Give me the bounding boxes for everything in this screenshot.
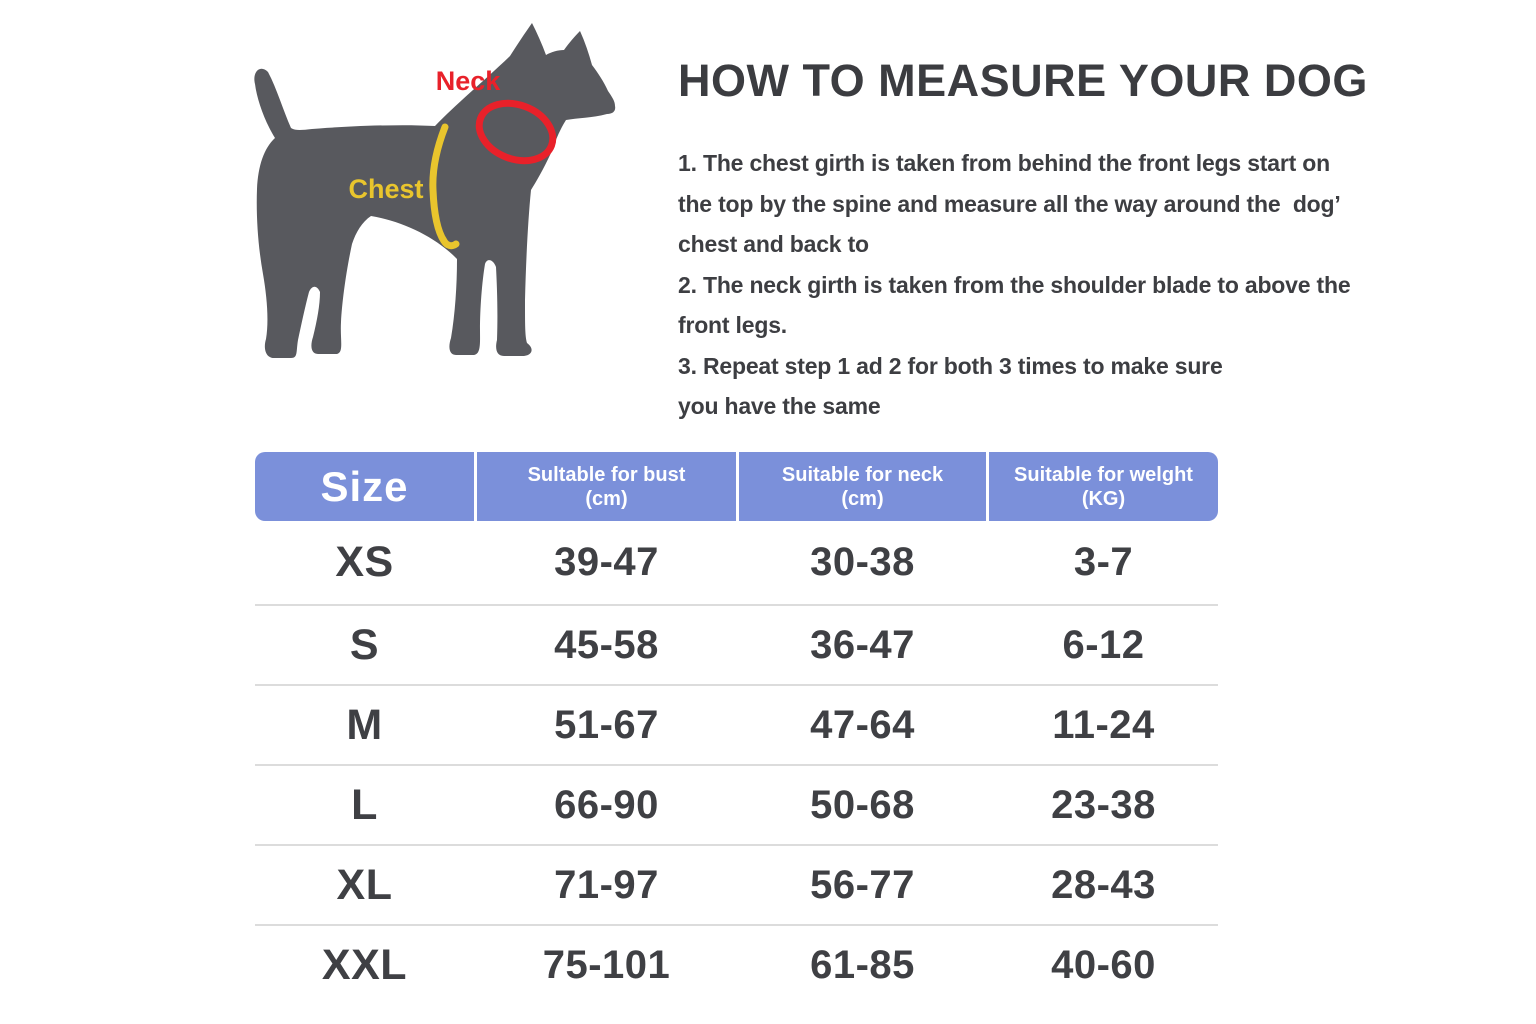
guide-line: the top by the spine and measure all the way around the dog’ bbox=[678, 190, 1341, 217]
guide-line: front legs. bbox=[678, 312, 787, 338]
cell-neck: 30-38 bbox=[810, 540, 915, 584]
header-unit: (cm) bbox=[585, 487, 628, 510]
header-label: Suitable for welght bbox=[1014, 463, 1193, 486]
cell-weight: 6-12 bbox=[1062, 622, 1145, 667]
cell-size: XXL bbox=[321, 940, 408, 989]
cell-bust: 45-58 bbox=[554, 622, 659, 667]
cell-neck: 36-47 bbox=[810, 622, 915, 667]
cell-bust: 71-97 bbox=[554, 862, 659, 907]
size-table-body bbox=[255, 521, 1218, 1004]
guide-line: 2. The neck girth is taken from the shoulder blade to above the bbox=[678, 271, 1351, 298]
cell-neck: 50-68 bbox=[810, 782, 915, 827]
header-cell-bust bbox=[477, 452, 736, 521]
cell-weight: 40-60 bbox=[1051, 942, 1156, 987]
guide-line: you have the same bbox=[678, 393, 881, 419]
cell-bust: 51-67 bbox=[554, 702, 659, 747]
header-cell-size bbox=[255, 452, 474, 521]
cell-neck: 47-64 bbox=[810, 702, 915, 747]
table-row-xxl bbox=[255, 924, 1218, 1004]
cell-neck: 56-77 bbox=[810, 862, 915, 907]
cell-bust: 66-90 bbox=[554, 782, 659, 827]
cell-bust: 39-47 bbox=[554, 540, 659, 584]
table-row-xs bbox=[255, 521, 1218, 604]
cell-size: L bbox=[351, 780, 378, 829]
header-unit: (cm) bbox=[841, 487, 884, 510]
header-label: Size bbox=[320, 462, 409, 510]
cell-size: XS bbox=[335, 538, 394, 586]
cell-size: M bbox=[346, 700, 383, 749]
header-label: Suitable for neck bbox=[781, 463, 944, 486]
neck-label: Neck bbox=[435, 66, 501, 96]
guide-instructions bbox=[678, 143, 1350, 427]
cell-bust: 75-101 bbox=[542, 942, 671, 987]
cell-neck: 61-85 bbox=[810, 942, 915, 987]
cell-weight: 11-24 bbox=[1052, 702, 1155, 747]
cell-size: XL bbox=[336, 860, 393, 909]
dog-diagram-svg bbox=[230, 10, 650, 390]
table-row-s bbox=[255, 604, 1218, 684]
measure-guide bbox=[678, 55, 1368, 427]
size-table-header bbox=[255, 452, 1218, 521]
cell-weight: 23-38 bbox=[1051, 782, 1156, 827]
header-unit: (KG) bbox=[1081, 487, 1126, 510]
chest-label: Chest bbox=[348, 174, 424, 204]
header-cell-weight bbox=[989, 452, 1218, 521]
table-row-m bbox=[255, 684, 1218, 764]
cell-weight: 28-43 bbox=[1051, 862, 1156, 907]
guide-line: 1. The chest girth is taken from behind the front legs start on bbox=[678, 150, 1330, 176]
table-row-l bbox=[255, 764, 1218, 844]
guide-line: chest and back to bbox=[678, 231, 869, 257]
guide-title: HOW TO MEASURE YOUR DOG bbox=[678, 55, 1368, 106]
header-label: Sultable for bust bbox=[527, 463, 686, 486]
header-cell-neck bbox=[739, 452, 986, 521]
table-row-xl bbox=[255, 844, 1218, 924]
cell-size: S bbox=[349, 620, 380, 669]
cell-weight: 3-7 bbox=[1073, 540, 1134, 584]
size-table bbox=[255, 452, 1218, 1004]
dog-measurement-diagram bbox=[230, 10, 650, 390]
guide-line: 3. Repeat step 1 ad 2 for both 3 times to make sure bbox=[678, 352, 1223, 379]
